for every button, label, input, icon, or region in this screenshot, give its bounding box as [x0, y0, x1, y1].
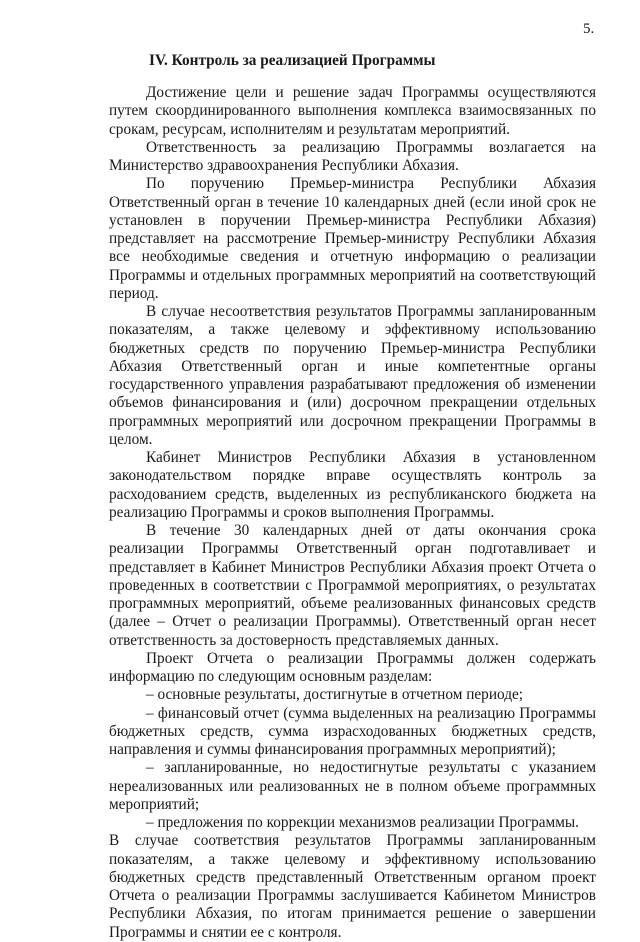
list-item-main-results: – основные результаты, достигнутые в отчетном периоде;: [146, 686, 524, 704]
list-item-financial-report: – финансовый отчет (сумма выделенных на реализацию Программы бюджетных средств, сумма израсходованных бюджетных средств, направления и суммы финансирования программных мероприятий);: [109, 704, 596, 758]
paragraph-nonconformity: В случае несоответствия результатов Программы запланированным показателям, а также целевому и эффективному использованию бюджетных средств по поручению Премьер-министра Республики Абхазия Ответственный орган и иные компетентные органы государственного управления разрабатывают предложения об изменении объемов финансирования и (или) досрочном прекращении отдельных программных мероприятий или досрочном прекращении Программы в целом.: [109, 303, 596, 448]
paragraph-reporting-on-request: По поручению Премьер-министра Республики Абхазия Ответственный орган в течение 10 календарных дней (если иной срок не установлен в поручении Премьер-министра Республики Абхазия) представляет на рассмотрение Премьер-министру Республики Абхазия все необходимые сведения и отчетную информацию о реализации Программы и отдельных программных мероприятий на соответствующий период.: [109, 175, 596, 302]
document-body: [109, 52, 596, 942]
paragraph-cabinet-control: Кабинет Министров Республики Абхазия в установленном законодательством порядке вправе осуществлять контроль за расходованием средств, выделенных из республиканского бюджета на реализацию Программы и сроков выполнения Программы.: [109, 449, 596, 521]
page-number: 5.: [583, 21, 595, 37]
paragraph-report-sections-intro: Проект Отчета о реализации Программы должен содержать информацию по следующим основным разделам:: [109, 649, 596, 685]
list-item-correction-proposals: – предложения по коррекции механизмов реализации Программы.: [146, 814, 580, 831]
paragraph-program-completion: В случае соответствия результатов Программы запланированным показателям, а также целевому и эффективному использованию бюджетных средств представленный Ответственным органом проект Отчета о реализации Программы заслушивается Кабинетом Министров Республики Абхазия, по итогам принимается решение о завершении Программы и снятии ее с контроля.: [109, 832, 596, 941]
paragraph-goal-achievement: Достижение цели и решение задач Программы осуществляются путем скоординированного выполнения комплекса взаимосвязанных по срокам, ресурсам, исполнителям и результатам мероприятий.: [109, 84, 596, 138]
paragraph-responsibility: Ответственность за реализацию Программы возлагается на Министерство здравоохранения Республики Абхазия.: [109, 138, 596, 174]
list-item-unachieved-results: – запланированные, но недостигнутые результаты с указанием нереализованных или реализованных не в полном объеме программных мероприятий;: [109, 759, 596, 813]
section-title: IV. Контроль за реализацией Программы: [149, 52, 436, 69]
paragraph-report-deadline: В течение 30 календарных дней от даты окончания срока реализации Программы Ответственный орган подготавливает и представляет в Кабинет Министров Республики Абхазия проект Отчета о проведенных в соответствии с Программой мероприятиях, о результатах программных мероприятий, объеме реализованных финансовых средств (далее – Отчет о реализации Программы). Ответственный орган несет ответственность за достоверность представляемых данных.: [109, 522, 596, 649]
